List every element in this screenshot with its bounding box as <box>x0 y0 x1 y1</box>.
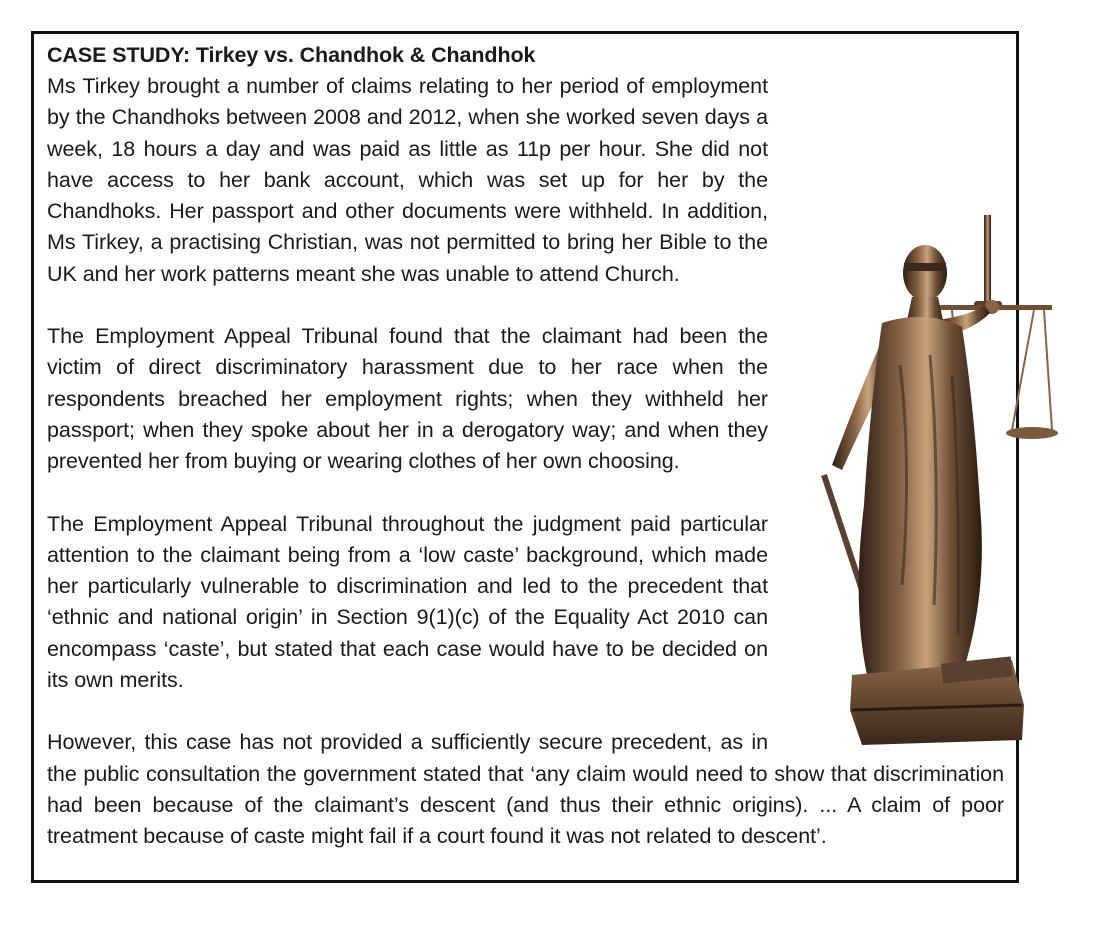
lady-justice-statue-icon <box>812 205 1062 750</box>
paragraph-1: Ms Tirkey brought a number of claims relating to her period of employment by the Chandhoks between 2008 and 2012, when she worked seven days a week, 18 hours a day and was paid as little as 11p per hour. She did not have access to her bank account, which was set up for her by the Chandhoks. Her passport and other documents were withheld. In addition, Ms Tirkey, a practising Christian, was not permitted to bring her Bible to the UK and her work patterns meant she was unable to attend Church. <box>47 74 768 286</box>
paragraph-3: The Employment Appeal Tribunal throughout the judgment paid particular attention to the claimant being from a ‘low caste’ background, which made her particularly vulnerable to discrimination and led to the precedent that ‘ethnic and national origin’ in Section 9(1)(c) of the Equality Act 2010 can encompass ‘caste’, but stated that each case would have to be decided on its own merits. <box>47 511 768 693</box>
paragraph-4: However, this case has not provided a sufficiently secure precedent, as in the public consultation the government stated that ‘any claim would need to show that discrimination had been because of the claimant’s descent (and thus their ethnic origins). ... A claim of poor treatment because of caste might fail if a court found it was not related to descent’. <box>47 730 1004 849</box>
case-title: CASE STUDY: Tirkey vs. Chandhok & Chandhok <box>47 43 536 67</box>
paragraph-2: The Employment Appeal Tribunal found that the claimant had been the victim of direct discriminatory harassment due to her race when the respondents breached her employment rights; when they withheld her passport; when they spoke about her in a derogatory way; and when they prevented her from buying or wearing clothes of her own choosing. <box>47 324 768 474</box>
